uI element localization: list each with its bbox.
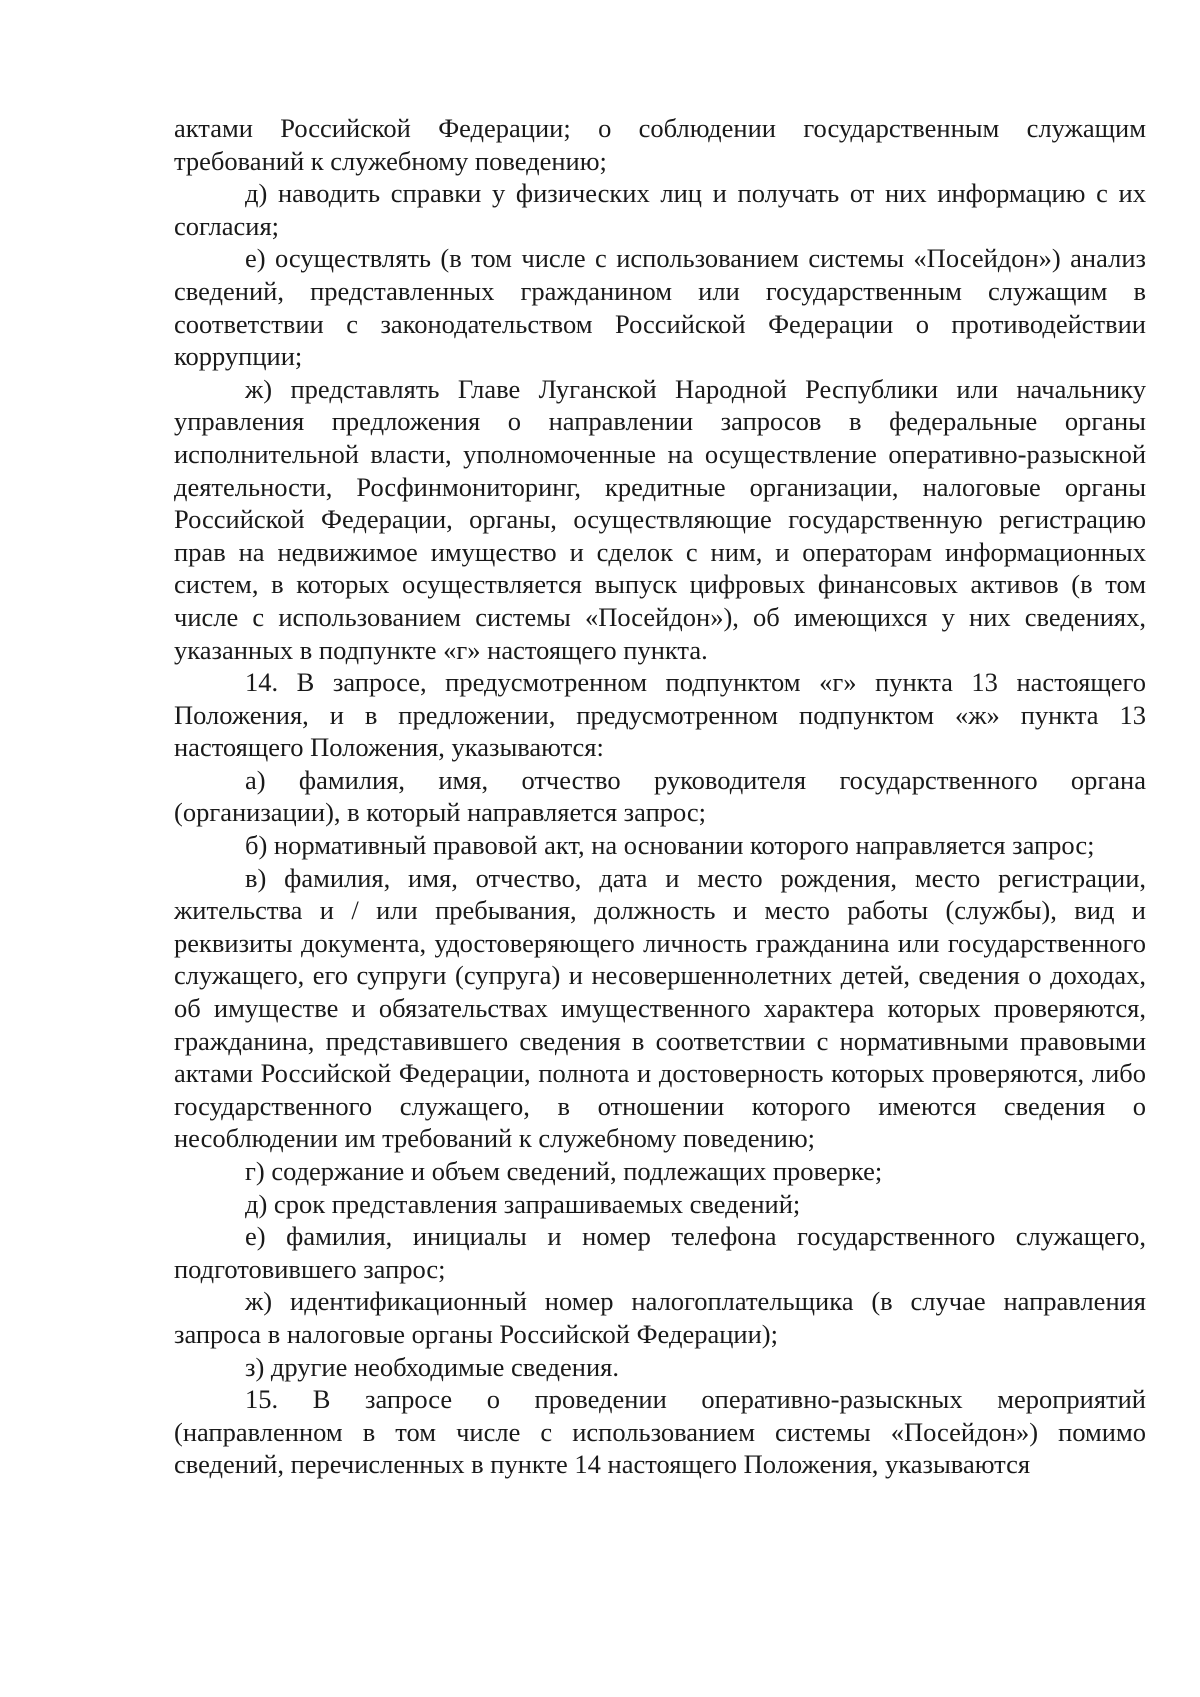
paragraph-item-14-z: з) другие необходимые сведения.: [245, 1351, 619, 1382]
document-body: [174, 112, 1146, 1481]
paragraph-subitem-d: д) наводить справки у физических лиц и получать от них информацию с их согласия;: [174, 178, 1146, 241]
paragraph-item-14-g: г) содержание и объем сведений, подлежащих проверке;: [245, 1156, 883, 1186]
paragraph-item-14: 14. В запросе, предусмотренном подпунктом «г» пункта 13 настоящего Положения, и в предложении, предусмотренном подпунктом «ж» пункта 13 настоящего Положения, указываются:: [174, 667, 1146, 763]
paragraph-item-14-d: д) срок представления запрашиваемых сведений;: [245, 1188, 801, 1219]
paragraph-item-14-v: в) фамилия, имя, отчество, дата и место рождения, место регистрации, жительства и / или пребывания, должность и место работы (службы), вид и реквизиты документа, удостоверяющего личность гражданина или государственного служащего, его супруги (супруга) и несовершеннолетних детей, сведения о доходах, об имуществе и обязательствах имущественного характера которых проверяются, гражданина, представившего сведения в соответствии с нормативными правовыми актами Российской Федерации, полнота и достоверность которых проверяются, либо государственного служащего, в отношении которого имеются сведения о несоблюдении им требований к служебному поведению;: [174, 862, 1146, 1154]
paragraph-item-14-zh: ж) идентификационный номер налогоплательщика (в случае направления запроса в налоговые органы Российской Федерации);: [174, 1286, 1146, 1349]
paragraph-item-14-b: б) нормативный правовой акт, на основании которого направляется запрос;: [245, 830, 1095, 861]
paragraph-subitem-zh: ж) представлять Главе Луганской Народной Республики или начальнику управления предложения о направлении запросов в федеральные органы исполнительной власти, уполномоченные на осуществление оперативно-разыскной деятельности, Росфинмониторинг, кредитные организации, налоговые органы Российской Федерации, органы, осуществляющие государственную регистрацию прав на недвижимое имущество и сделок с ним, и операторам информационных систем, в которых осуществляется выпуск цифровых финансовых активов (в том числе с использованием системы «Посейдон»), об имеющихся у них сведениях, указанных в подпункте «г» настоящего пункта.: [174, 373, 1146, 665]
paragraph-continuation: актами Российской Федерации; о соблюдении государственным служащим требований к служебному поведению;: [174, 113, 1146, 176]
paragraph-item-15: 15. В запросе о проведении оперативно-разыскных мероприятий (направленном в том числе с использованием системы «Посейдон») помимо сведений, перечисленных в пункте 14 настоящего Положения, указываются: [174, 1384, 1146, 1480]
paragraph-item-14-a: а) фамилия, имя, отчество руководителя государственного органа (организации), в который направляется запрос;: [174, 764, 1146, 828]
paragraph-subitem-e: е) осуществлять (в том числе с использованием системы «Посейдон») анализ сведений, представленных гражданином или государственным служащим в соответствии с законодательством Российской Федерации о противодействии коррупции;: [174, 243, 1146, 372]
paragraph-item-14-e: е) фамилия, инициалы и номер телефона государственного служащего, подготовившего запрос;: [174, 1221, 1146, 1284]
